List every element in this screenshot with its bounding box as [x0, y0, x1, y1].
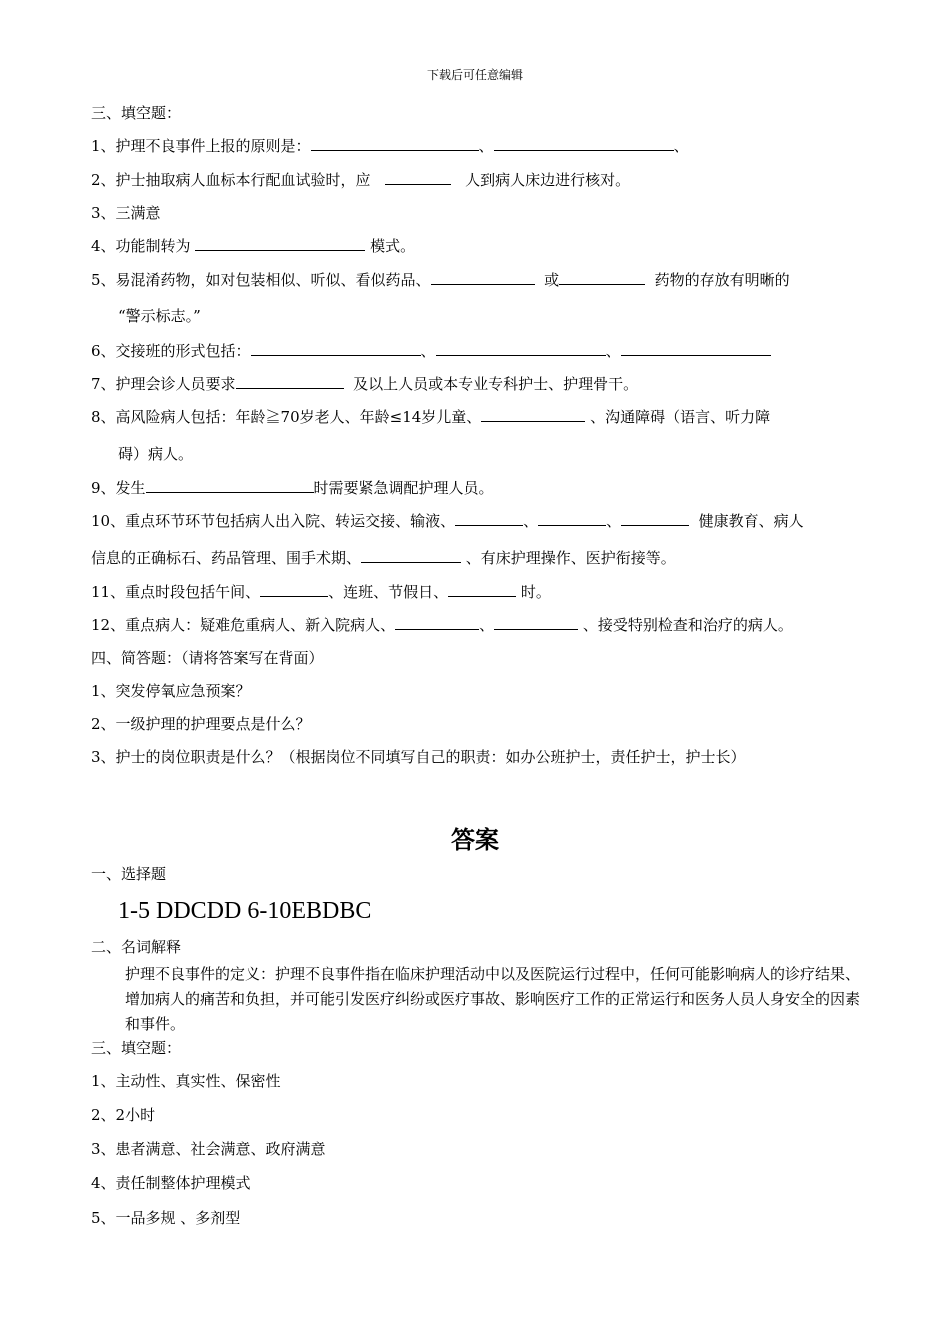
- answer-4: 4、责任制整体护理模式: [91, 1174, 251, 1192]
- answer-blank[interactable]: [431, 270, 535, 285]
- answer-blank[interactable]: [448, 582, 516, 597]
- answer-blank[interactable]: [559, 270, 645, 285]
- answer-3: 3、患者满意、社会满意、政府满意: [91, 1140, 326, 1158]
- answer-blank[interactable]: [311, 136, 479, 151]
- short-question-3: 3、护士的岗位职责是什么？（根据岗位不同填写自己的职责：如办公班护士，责任护士，护士长）: [91, 748, 746, 766]
- answer-2: 2、2小时: [91, 1106, 156, 1124]
- question-11: 11、重点时段包括午间、 、连班、节假日、 时。: [91, 583, 551, 601]
- answer-blank[interactable]: [395, 615, 479, 630]
- answer-1: 1、主动性、真实性、保密性: [91, 1072, 281, 1090]
- answer-blank[interactable]: [621, 341, 771, 356]
- answer-blank[interactable]: [146, 478, 314, 493]
- question-12: 12、重点病人：疑难危重病人、新入院病人、 、 、接受特别检查和治疗的病人。: [91, 616, 793, 634]
- question-10: 10、重点环节环节包括病人出入院、转运交接、输液、 、 、 健康教育、病人: [91, 512, 804, 530]
- answer-blank[interactable]: [494, 615, 578, 630]
- page-header: 下载后可任意编辑: [426, 68, 523, 82]
- question-9: 9、发生 时需要紧急调配护理人员。: [91, 479, 494, 497]
- section-title: 三、填空题：: [91, 104, 182, 122]
- short-question-1: 1、突发停氧应急预案？: [91, 682, 251, 700]
- answers-section-2: 二、名词解释: [91, 938, 182, 956]
- section-title: 四、简答题：（请将答案写在背面）: [91, 649, 324, 667]
- question-2: 2、护士抽取病人血标本行配血试验时，应 人到病人床边进行核对。: [91, 171, 631, 189]
- question-8-continued: 碍）病人。: [118, 445, 194, 463]
- question-5-continued: “警示标志。”: [118, 307, 201, 325]
- question-1: 1、护理不良事件上报的原则是： 、 、: [91, 137, 689, 155]
- answers-section-1: 一、选择题: [91, 865, 167, 883]
- answer-blank[interactable]: [455, 511, 523, 526]
- question-5: 5、易混淆药物，如对包装相似、听似、看似药品、 或 药物的存放有明晰的: [91, 271, 790, 289]
- answer-blank[interactable]: [481, 407, 585, 422]
- answers-section-3: 三、填空题：: [91, 1039, 182, 1057]
- answer-blank[interactable]: [236, 374, 344, 389]
- answer-blank[interactable]: [361, 548, 461, 563]
- short-question-2: 2、一级护理的护理要点是什么？: [91, 715, 311, 733]
- answer-blank[interactable]: [251, 341, 421, 356]
- answer-blank[interactable]: [494, 136, 674, 151]
- answer-blank[interactable]: [436, 341, 606, 356]
- definition-answer: 护理不良事件的定义：护理不良事件指在临床护理活动中以及医院运行过程中，任何可能影响病人的诊疗结果、增加病人的痛苦和负担，并可能引发医疗纠纷或医疗事故、影响医疗工作的正常运行和医务人员人身安全的因素和事件。: [125, 965, 861, 1033]
- question-10-continued: 信息的正确标石、药品管理、围手术期、 、有床护理操作、医护衔接等。: [91, 549, 676, 567]
- answer-blank[interactable]: [621, 511, 689, 526]
- answer-blank[interactable]: [385, 170, 451, 185]
- question-3: 3、三满意: [91, 204, 161, 222]
- question-8: 8、高风险病人包括：年龄≧70岁老人、年龄≤14岁儿童、 、沟通障碍（语言、听力障: [91, 408, 771, 426]
- answer-5: 5、一品多规 、多剂型: [91, 1209, 241, 1227]
- question-7: 7、护理会诊人员要求 及以上人员或本专业专科护士、护理骨干。: [91, 375, 639, 393]
- answer-blank[interactable]: [195, 236, 365, 251]
- answer-blank[interactable]: [260, 582, 328, 597]
- answers-title: 答案: [451, 826, 499, 854]
- question-4: 4、功能制转为 模式。: [91, 237, 416, 255]
- answer-blank[interactable]: [538, 511, 606, 526]
- question-6: 6、交接班的形式包括： 、 、: [91, 341, 771, 361]
- choice-answers: 1-5 DDCDD 6-10EBDBC: [118, 898, 372, 924]
